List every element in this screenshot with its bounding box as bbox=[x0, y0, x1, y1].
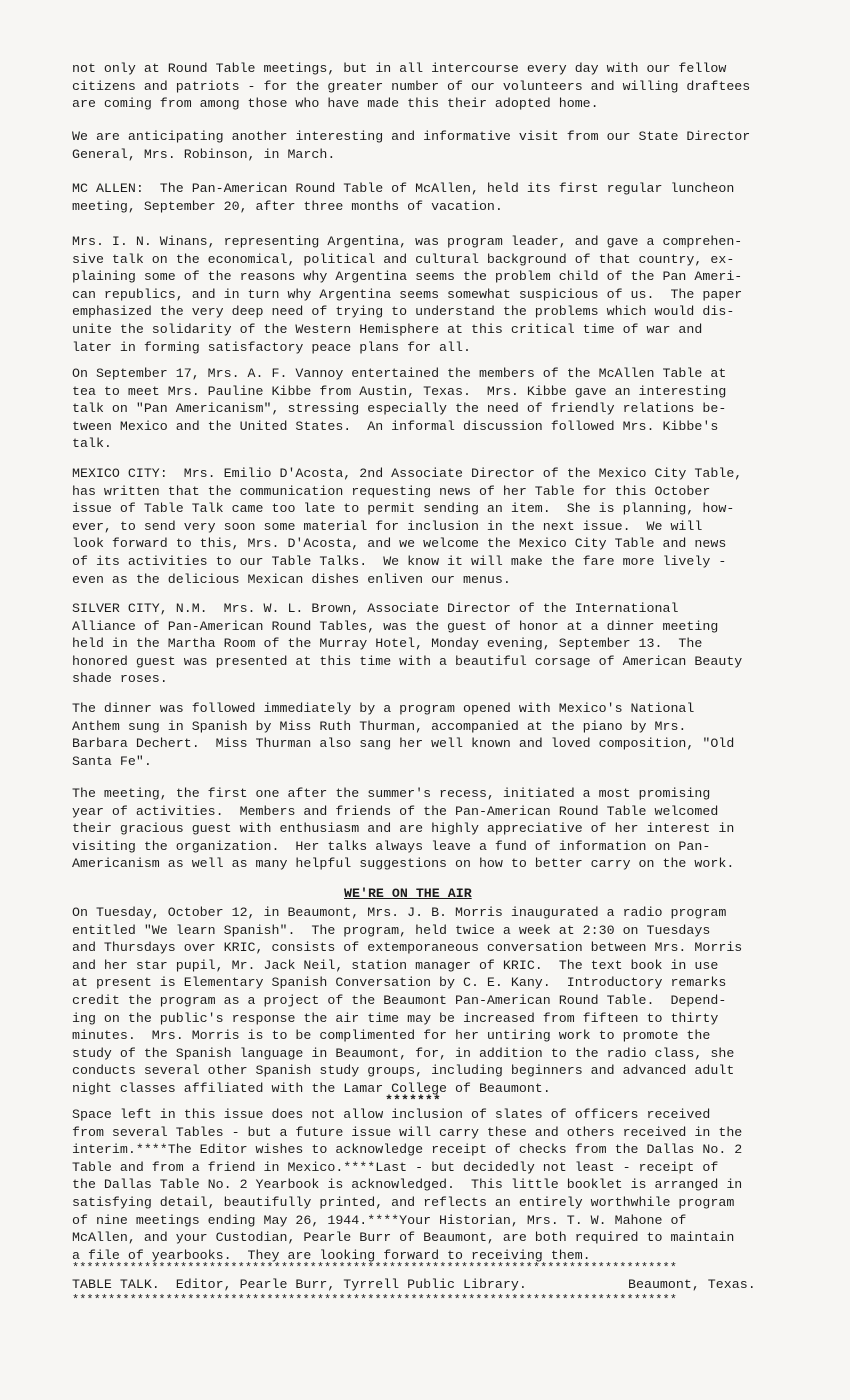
star-rule-bottom: ************************************************************************************ bbox=[72, 1294, 677, 1306]
paragraph-argentina-talk: Mrs. I. N. Winans, representing Argentina, was program leader, and gave a comprehen- sive talk on the economical, political and cultural background of that country, ex- plaining some of the reasons why Argentina seems the problem child of the Pan Ameri- can republics, and in turn why Argentina seems somewhat suspicious of us. The paper emphasized the very deep need of trying to understand the problems which would dis- unite the solidarity of the Western Hemisphere at this critical time of war and later in forming satisfactory peace plans for all. bbox=[72, 234, 743, 355]
footer-masthead: TABLE TALK. Editor, Pearle Burr, Tyrrell Public Library. bbox=[72, 1277, 527, 1292]
paragraph-mcallen: MC ALLEN: The Pan-American Round Table of McAllen, held its first regular luncheon meeting, September 20, after three months of vacation. bbox=[72, 181, 735, 214]
paragraph-closing-notes: Space left in this issue does not allow inclusion of slates of officers received from several Tables - but a future issue will carry these and others received in the interim.****The Editor wishes to acknowledge receipt of checks from the Dallas No. 2 Table and from a friend in Mexico.****Last - but decidedly not least - receipt of the Dallas Table No. 2 Yearbook is acknowledged. This little booklet is arranged in satisfying detail, beautifully printed, and reflects an entirely worthwhile program of nine meetings ending May 26, 1944.****Your Historian, Mrs. T. W. Mahone of McAllen, and your Custodian, Pearle Burr of Beaumont, are both required to maintain a file of yearbooks. They are looking forward to receiving them. bbox=[72, 1107, 743, 1263]
paragraph-dinner-program: The dinner was followed immediately by a program opened with Mexico's National Anthem sung in Spanish by Miss Ruth Thurman, accompanied at the piano by Mrs. Barbara Dechert. Miss Thurman also sang her well known and loved composition, "Old Santa Fe". bbox=[72, 701, 735, 769]
paragraph-vannoy-tea: On September 17, Mrs. A. F. Vannoy entertained the members of the McAllen Table at tea to meet Mrs. Pauline Kibbe from Austin, Texas. Mrs. Kibbe gave an interesting talk on "Pan Americanism", stressing especially the need of friendly relations be- tween Mexico and the United States. An informal discussion followed Mrs. Kibbe's talk. bbox=[72, 366, 727, 452]
section-heading-on-the-air: WE'RE ON THE AIR bbox=[344, 886, 472, 901]
paragraph-intro-continuation: not only at Round Table meetings, but in all intercourse every day with our fellow citizens and patriots - for the greater number of our volunteers and willing draftees are coming from among those who have made this their adopted home. bbox=[72, 61, 751, 112]
paragraph-radio-program: On Tuesday, October 12, in Beaumont, Mrs. J. B. Morris inaugurated a radio program entitled "We learn Spanish". The program, held twice a week at 2:30 on Tuesdays and Thursdays over KRIC, consists of extemporaneous conversation between Mrs. Morris and her star pupil, Mr. Jack Neil, station manager of KRIC. The text book in use at present is Elementary Spanish Conversation by C. E. Kany. Introductory remarks credit the program as a project of the Beaumont Pan-American Round Table. Depend- ing on the public's response the air time may be increased from fifteen to thirty minutes. Mrs. Morris is to be complimented for her untiring work to promote the study of the Spanish language in Beaumont, for, in addition to the radio class, she conducts several other Spanish study groups, including beginners and advanced adult night classes affiliated with the Lamar College of Beaumont. bbox=[72, 905, 743, 1096]
star-rule-top: ************************************************************************************ bbox=[72, 1262, 677, 1274]
paragraph-state-director-visit: We are anticipating another interesting and informative visit from our State Director General, Mrs. Robinson, in March. bbox=[72, 129, 751, 162]
paragraph-meeting-recess: The meeting, the first one after the summer's recess, initiated a most promising year of activities. Members and friends of the Pan-American Round Table welcomed their gracious guest with enthusiasm and are highly appreciative of her interest in visiting the organization. Her talks always leave a fund of information on Pan- Americanism as well as many helpful suggestions on how to better carry on the work. bbox=[72, 786, 735, 872]
section-separator: ******* bbox=[385, 1093, 441, 1108]
footer-location: Beaumont, Texas. bbox=[628, 1277, 756, 1292]
paragraph-mexico-city: MEXICO CITY: Mrs. Emilio D'Acosta, 2nd Associate Director of the Mexico City Table, has written that the communication requesting news of her Table for this October issue of Table Talk came too late to permit sending an item. She is planning, how- ever, to send very soon some material for inclusion in the next issue. We will look forward to this, Mrs. D'Acosta, and we welcome the Mexico City Table and news of its activities to our Table Talks. We know it will make the fare more lively - even as the delicious Mexican dishes enliven our menus. bbox=[72, 466, 743, 587]
paragraph-silver-city: SILVER CITY, N.M. Mrs. W. L. Brown, Associate Director of the International Alliance of Pan-American Round Tables, was the guest of honor at a dinner meeting held in the Martha Room of the Murray Hotel, Monday evening, September 13. The honored guest was presented at this time with a beautiful corsage of American Beauty shade roses. bbox=[72, 601, 743, 687]
